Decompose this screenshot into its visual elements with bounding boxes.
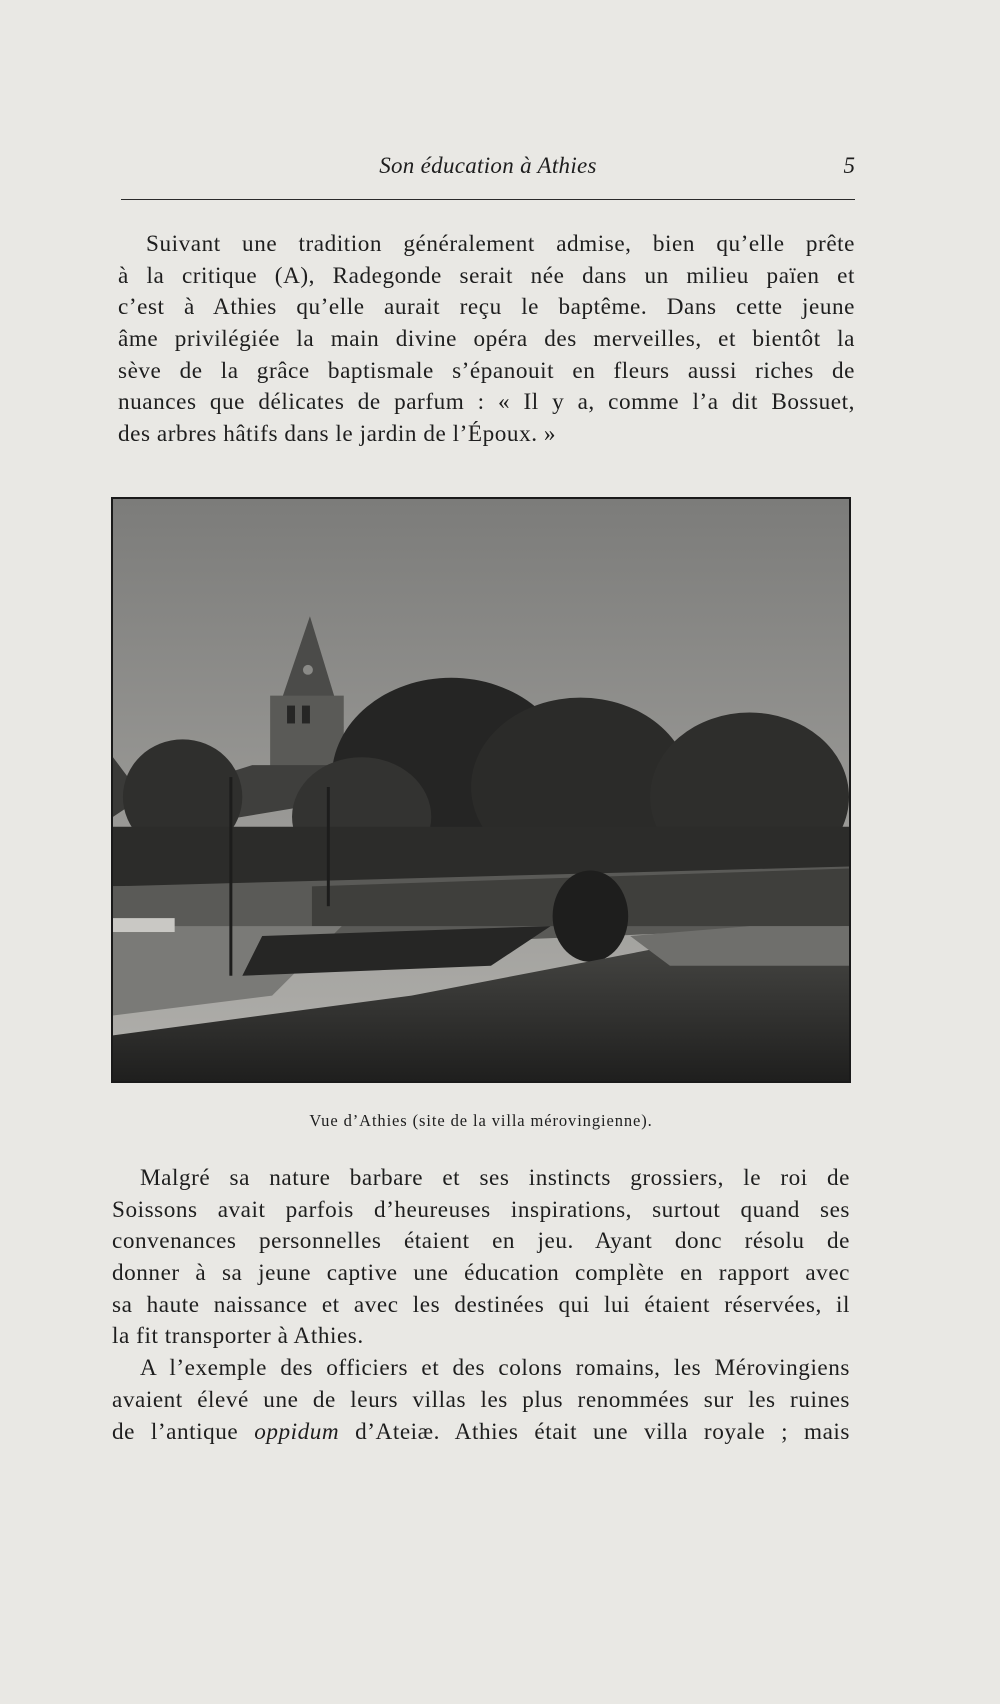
paragraph-line: avaient élevé une de leurs villas les plus renommées sur les ruines [112, 1386, 850, 1413]
header-rule [121, 199, 855, 200]
paragraph-line: c’est à Athies qu’elle aurait reçu le baptême. Dans cette jeune [118, 294, 855, 321]
page-number: 5 [843, 153, 855, 178]
paragraph-line: âme privilégiée la main divine opéra des merveilles, et bientôt la [118, 326, 855, 353]
paragraph-line: donner à sa jeune captive une éducation complète en rapport avec [112, 1260, 850, 1287]
photo-caption: Vue d’Athies (site de la villa mérovingienne). [309, 1111, 653, 1130]
paragraph-line: convenances personnelles étaient en jeu. Ayant donc résolu de [112, 1228, 850, 1255]
paragraph-line: Suivant une tradition généralement admise, bien qu’elle prête [146, 231, 855, 257]
paragraph-line: Soissons avait parfois d’heureuses inspirations, surtout quand ses [112, 1196, 850, 1223]
italic-term: oppidum [254, 1418, 340, 1445]
paragraph-line: A l’exemple des officiers et des colons romains, les Mérovingiens [140, 1355, 850, 1382]
paragraph-line: sa haute naissance et avec les destinées qui lui étaient réservées, il [112, 1291, 850, 1318]
paragraph-line-last [112, 1417, 850, 1449]
paragraph-line: nuances que délicates de parfum : « Il y a, comme l’a dit Bossuet, [118, 389, 855, 416]
running-title: Son éducation à Athies [379, 153, 597, 178]
paragraph-line: la fit transporter à Athies. [112, 1323, 364, 1350]
text-run: de l’antique [112, 1418, 255, 1445]
photo-plate [111, 497, 851, 1083]
paragraph-line: Malgré sa nature barbare et ses instincts grossiers, le roi de [140, 1165, 850, 1191]
paragraph-line: à la critique (A), Radegonde serait née dans un milieu païen et [118, 262, 855, 289]
village-photograph [113, 499, 849, 1081]
paragraph-2 [112, 1163, 850, 1448]
text-run: d’Ateiæ. Athies était une villa royale ; mais [339, 1418, 850, 1445]
paragraph-line: sève de la grâce baptismale s’épanouit en fleurs aussi riches de [118, 357, 855, 384]
running-head [121, 153, 855, 187]
paragraph-line: des arbres hâtifs dans le jardin de l’Époux. » [118, 421, 557, 448]
paragraph-1 [118, 229, 855, 451]
